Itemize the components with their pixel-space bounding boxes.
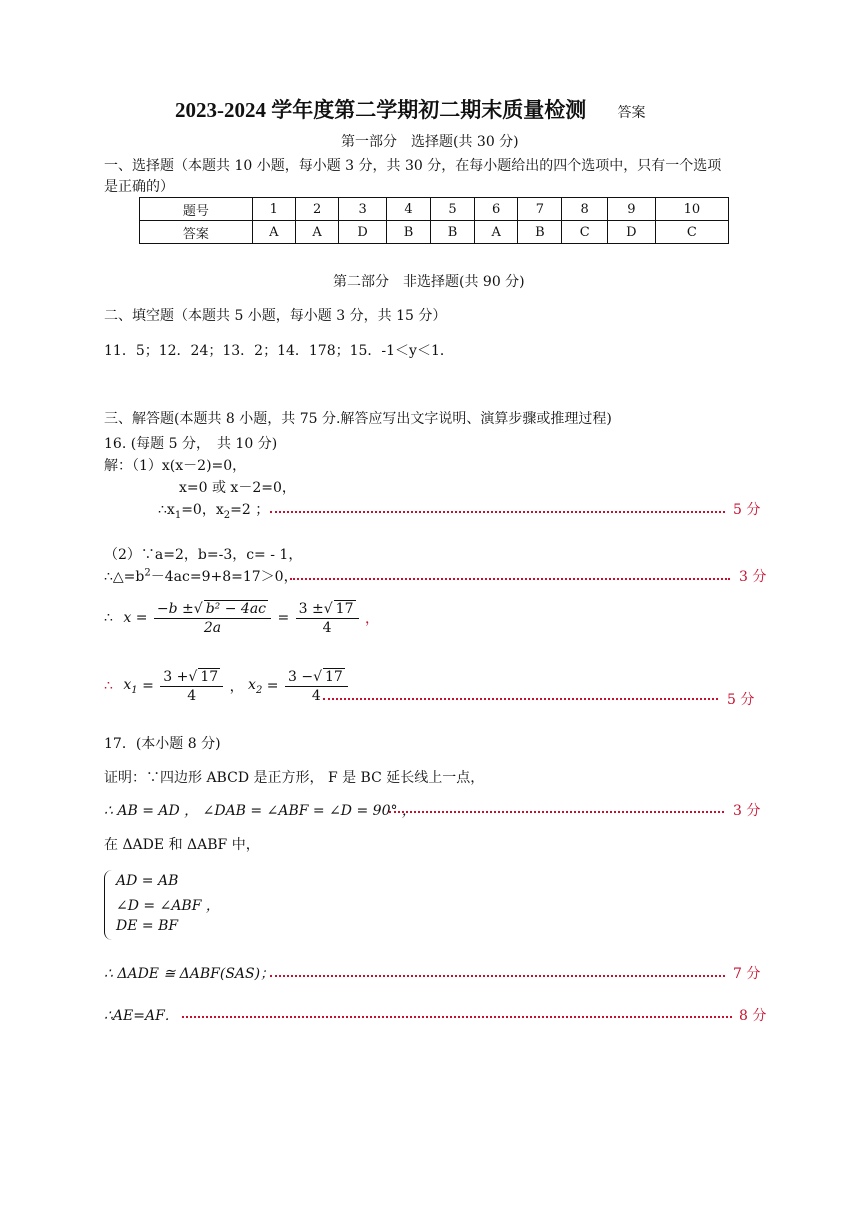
condition-3: DE = BF bbox=[116, 918, 179, 934]
answer-table bbox=[139, 197, 729, 244]
condition-2: ∠D = ∠ABF ， bbox=[116, 898, 220, 914]
q17-line2: ∴ AB = AD ， ∠DAB = ∠ABF = ∠D = 90° ， bbox=[104, 803, 416, 819]
subscript: 2 bbox=[255, 684, 263, 696]
formula-x: x = bbox=[123, 610, 148, 626]
radicand: 17 bbox=[324, 669, 343, 685]
score-leader bbox=[389, 811, 724, 813]
system-brace bbox=[104, 870, 113, 940]
text: x bbox=[248, 676, 256, 693]
score-label: 5 分 bbox=[727, 692, 755, 708]
text: =2 ； bbox=[230, 502, 270, 518]
table-cell: B bbox=[430, 221, 474, 244]
score-leader bbox=[290, 578, 730, 580]
subscript: 2 bbox=[223, 509, 231, 521]
page-title bbox=[175, 94, 646, 124]
table-cell: 题号 bbox=[140, 198, 253, 221]
q16-line4: （2）∵a=2，b=-3，c= - 1， bbox=[104, 547, 303, 563]
section1-heading-cont: 是正确的） bbox=[104, 179, 174, 195]
table-cell: 5 bbox=[430, 198, 474, 221]
equals: = bbox=[142, 678, 154, 694]
score-leader bbox=[270, 975, 725, 977]
comma: ， bbox=[364, 611, 379, 627]
condition-1: AD = AB bbox=[116, 873, 179, 889]
separator: ， bbox=[229, 679, 244, 695]
table-cell: 6 bbox=[475, 198, 518, 221]
text: 17．(本小题 8 分) bbox=[104, 736, 221, 752]
formula-line bbox=[104, 600, 379, 636]
table-cell: 8 bbox=[562, 198, 608, 221]
table-cell: 9 bbox=[608, 198, 656, 221]
subscript: 1 bbox=[131, 684, 138, 696]
fraction bbox=[296, 600, 359, 636]
q17-line3: 在 ΔADE 和 ΔABF 中， bbox=[104, 837, 260, 853]
part1-title: 第一部分 选择题(共 30 分) bbox=[341, 134, 519, 150]
text: 3 − bbox=[287, 669, 314, 685]
radicand: 17 bbox=[200, 669, 219, 685]
q17-line1: 证明：∵四边形 ABCD 是正方形， F 是 BC 延长线上一点， bbox=[104, 770, 485, 786]
table-cell: 10 bbox=[655, 198, 728, 221]
table-cell: 4 bbox=[386, 198, 430, 221]
score-label: 3 分 bbox=[733, 803, 761, 819]
score-label: 5 分 bbox=[733, 502, 761, 518]
table-cell: 答案 bbox=[140, 221, 253, 244]
text: 3 ± bbox=[298, 601, 324, 617]
score-leader bbox=[182, 1016, 732, 1018]
section2-heading: 二、填空题（本题共 5 小题，每小题 3 分，共 15 分） bbox=[104, 308, 447, 324]
table-cell: 2 bbox=[295, 198, 338, 221]
text: x bbox=[123, 676, 132, 693]
denominator: 4 bbox=[322, 620, 332, 636]
table-cell: A bbox=[252, 221, 295, 244]
therefore-symbol: ∴ bbox=[104, 610, 113, 626]
q16-header: 16. (每题 5 分， 共 10 分) bbox=[104, 436, 278, 452]
text: −b ± bbox=[156, 601, 194, 617]
subscript: 1 bbox=[174, 509, 182, 521]
table-cell: C bbox=[562, 221, 608, 244]
score-label: 8 分 bbox=[739, 1008, 767, 1024]
fraction bbox=[154, 600, 271, 636]
table-cell: 3 bbox=[339, 198, 387, 221]
text: 3 + bbox=[163, 669, 189, 685]
table-cell: A bbox=[295, 221, 338, 244]
numerator bbox=[154, 600, 271, 619]
radical-sign: √ bbox=[193, 601, 203, 617]
therefore-symbol: ∴ bbox=[104, 678, 113, 694]
q16-line1: 解：（1）x(x－2)=0， bbox=[104, 458, 247, 474]
part2-title: 第二部分 非选择题(共 90 分) bbox=[333, 274, 525, 290]
fill-answers: 11．5；12．24；13．2；14．178；15．-1＜y＜1． bbox=[104, 343, 454, 359]
equals: = bbox=[277, 610, 290, 626]
text: ∴x bbox=[158, 502, 175, 518]
root-x2 bbox=[248, 676, 263, 696]
text: ∴△=b bbox=[104, 569, 145, 585]
score-leader bbox=[270, 511, 725, 513]
table-cell: 7 bbox=[518, 198, 562, 221]
table-cell: 1 bbox=[252, 198, 295, 221]
table-cell: B bbox=[518, 221, 562, 244]
q16-line3 bbox=[158, 499, 269, 521]
title-text: 2023-2024 学年度第二学期初二期末质量检测 bbox=[175, 98, 587, 122]
denominator: 4 bbox=[187, 688, 197, 704]
table-row-numbers bbox=[140, 198, 729, 221]
score-label: 3 分 bbox=[739, 569, 767, 585]
fraction bbox=[160, 668, 223, 704]
numerator bbox=[160, 668, 223, 687]
table-cell: D bbox=[608, 221, 656, 244]
radicand: 17 bbox=[335, 601, 354, 617]
title-suffix: 答案 bbox=[617, 106, 646, 121]
denominator: 4 bbox=[311, 688, 321, 704]
table-cell: C bbox=[655, 221, 728, 244]
score-label: 7 分 bbox=[733, 966, 761, 982]
q17-line4: ∴ ΔADE ≅ ΔABF(SAS)； bbox=[104, 966, 275, 982]
table-cell: A bbox=[475, 221, 518, 244]
equals: = bbox=[266, 678, 279, 694]
table-cell: D bbox=[339, 221, 387, 244]
radical-sign: √ bbox=[323, 601, 333, 617]
radical-sign: √ bbox=[313, 669, 322, 685]
radicand: b² − 4ac bbox=[205, 601, 267, 617]
table-cell: B bbox=[386, 221, 430, 244]
radical-sign: √ bbox=[188, 669, 198, 685]
section1-heading: 一、选择题（本题共 10 小题，每小题 3 分，共 30 分，在每小题给出的四个选项中，只有一个选项 bbox=[104, 158, 722, 174]
table-row-answers bbox=[140, 221, 729, 244]
roots-line bbox=[104, 668, 350, 704]
numerator bbox=[285, 668, 348, 687]
q17-header bbox=[104, 733, 221, 753]
q16-line5 bbox=[104, 566, 298, 586]
text: =0，x bbox=[181, 502, 224, 518]
superscript: 2 bbox=[144, 567, 151, 579]
section3-heading: 三、解答题(本题共 8 小题，共 75 分.解答应写出文字说明、演算步骤或推理过程) bbox=[104, 411, 612, 427]
q17-line5: ∴AE=AF． bbox=[104, 1008, 179, 1024]
numerator bbox=[296, 600, 359, 619]
score-leader bbox=[323, 698, 718, 700]
root-x1 bbox=[123, 676, 138, 696]
denominator: 2a bbox=[203, 620, 222, 636]
q16-line2: x=0 或 x－2=0， bbox=[179, 480, 296, 496]
text: －4ac=9+8=17＞0， bbox=[150, 569, 298, 585]
